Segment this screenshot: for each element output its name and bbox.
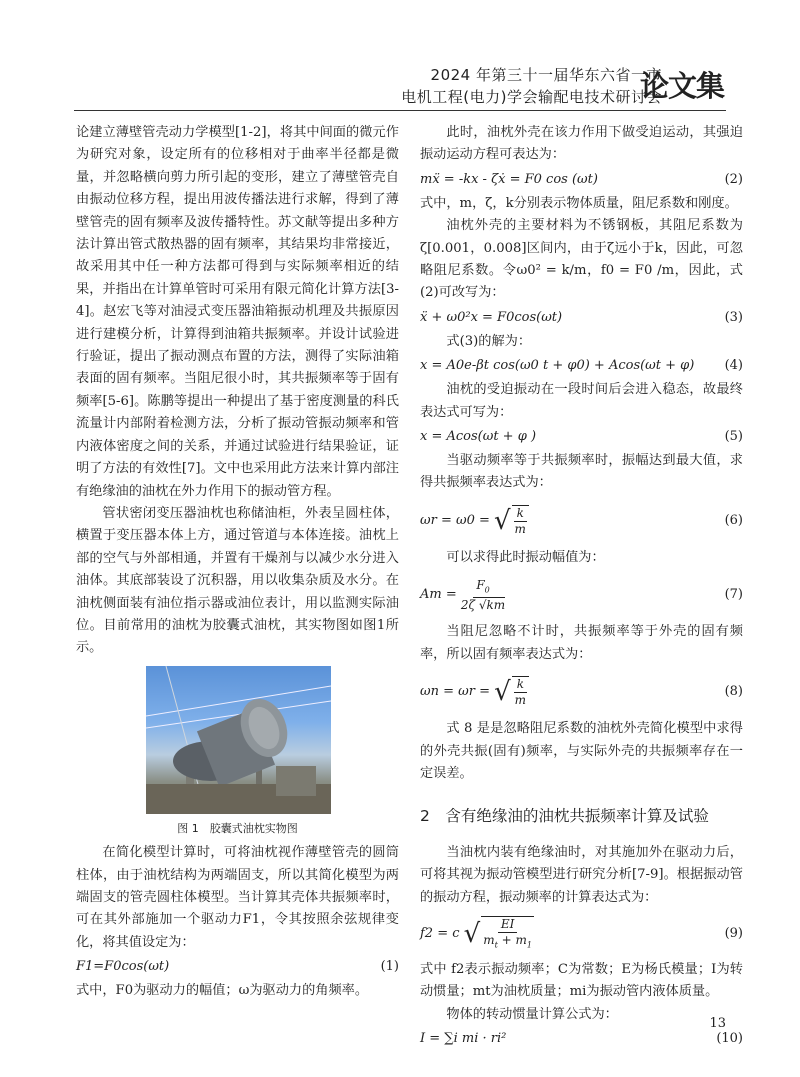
equation-2 bbox=[420, 169, 743, 191]
equation-body: ẍ + ω0²x = F0cos(ωt) bbox=[420, 309, 563, 325]
sqrt-k-over-m: √ $\frac{k}{m}$ bbox=[494, 505, 529, 537]
page-header bbox=[0, 0, 800, 112]
header-rule bbox=[74, 110, 726, 111]
paragraph: 当阻尼忽略不计时，共振频率等于外壳的固有频率，所以固有频率表达式为： bbox=[420, 624, 743, 662]
paragraph: 式中，F0为驱动力的幅值；ω为驱动力的角频率。 bbox=[76, 983, 369, 999]
equation-number: (3) bbox=[724, 309, 743, 325]
equation-10 bbox=[420, 1028, 743, 1050]
equation-number: (7) bbox=[724, 587, 743, 603]
paragraph: 油枕的受迫振动在一段时间后会进入稳态，故最终表达式可写为： bbox=[420, 382, 743, 420]
equation-body: x = A0e-βt cos(ω0 t + φ0) + Acos(ωt + φ) bbox=[420, 358, 695, 374]
right-column bbox=[420, 122, 743, 1052]
figure-oil-conservator-photo bbox=[146, 666, 331, 814]
section-heading: 2 含有绝缘油的油枕共振频率计算及试验 bbox=[420, 807, 709, 826]
paragraph: 式中 f2表示振动频率；C为常数；E为杨氏模量；I为转动惯量；mt为油枕质量；mi为振动管内液体质量。 bbox=[420, 961, 743, 1000]
paragraph: 可以求得此时振动幅值为： bbox=[446, 549, 605, 565]
equation-8 bbox=[420, 668, 743, 716]
paragraph: 物体的转动惯量计算公式为： bbox=[446, 1006, 618, 1022]
paragraph: 论建立薄壁管壳动力学模型[1-2]，将其中间面的微元作为研究对象，设定所有的位移相对于曲率半径都是微量，并忽略横向剪力所引起的变形，建立了薄壁管壳自由振动位移方程，提出用波传播法进行求解，得到了薄壁管壳的固有频率及波传播特性。苏文献等提出多种方法计算出管式散热器的固有频率，其结果均非常接近，故采用其中任一种方法都可得到与实际频率相近的结果，并指出在计算单管时可采用有限元简化计算方法[3-4]。赵宏飞等对油浸式变压器油箱振动机理及共振原因进行建模分析，计算得到油箱共振频率。并设计试验进行验证，提出了振动测点布置的方法，测得了实际油箱表面的固有频率。当阻尼很小时，其共振频率等于固有频率[5-6]。陈鹏等提出一种提出了基于密度测量的科氏流量计内部附着检测方法，分析了振动管振动频率和管内液体密度之间的关系，并通过试验进行结果验证，证明了方法的有效性[7]。文中也采用此方法来计算内部注有绝缘油的油枕在外力作用下的振动管方程。 bbox=[76, 125, 399, 499]
paragraph: 当驱动频率等于共振频率时，振幅达到最大值，求得共振频率表达式为： bbox=[420, 453, 743, 491]
sqrt-k-over-m: √ $\frac{k}{m}$ bbox=[494, 676, 529, 708]
equation-number: (10) bbox=[716, 1030, 743, 1046]
amplitude-fraction: $\frac{F_0}{2\zeta √km}$ bbox=[460, 577, 506, 612]
equation-lhs: ωr = ω0 = bbox=[420, 512, 490, 528]
equation-1 bbox=[76, 956, 399, 978]
figure-caption: 图 1 胶囊式油枕实物图 bbox=[177, 821, 298, 835]
paragraph: 当油枕内装有绝缘油时，对其施加外在驱动力后，可将其视为振动管模型进行研究分析[7-9]。根据振动管的振动方程，振动频率的计算表达式为： bbox=[420, 844, 743, 905]
equation-number: (1) bbox=[380, 958, 399, 974]
equation-5 bbox=[420, 426, 743, 448]
paragraph: 油枕外壳的主要材料为不锈钢板，其阻尼系数为ζ[0.001，0.008]区间内，由于ζ远小于k，因此，可忽略阻尼系数。令ω0² = k/m，f0 = F0 /m，因此，式(2)可改写为： bbox=[420, 218, 743, 301]
equation-number: (2) bbox=[724, 171, 743, 187]
equation-6 bbox=[420, 497, 743, 545]
equation-lhs: ωn = ωr = bbox=[420, 683, 490, 699]
paragraph: 式中，m，ζ，k分别表示物体质量，阻尼系数和刚度。 bbox=[420, 195, 738, 211]
equation-body: mẍ = -kx - ζẋ = F0 cos (ωt) bbox=[420, 171, 598, 187]
equation-lhs: f2 = c bbox=[420, 925, 460, 941]
header-conference-line2: 电机工程(电力)学会输配电技术研讨会 bbox=[401, 88, 662, 106]
equation-9 bbox=[420, 911, 743, 957]
header-conference-line1: 2024 年第三十一届华东六省一市 bbox=[430, 66, 662, 84]
equation-number: (4) bbox=[724, 358, 743, 374]
equation-4 bbox=[420, 355, 743, 377]
equation-number: (6) bbox=[724, 512, 743, 528]
equation-body: F1=F0cos(ωt) bbox=[76, 958, 170, 974]
header-proceedings-mark: 论文集 bbox=[639, 69, 724, 103]
sqrt-EI-fraction: √ $\frac{EI}{m_t + m_1}$ bbox=[464, 916, 534, 952]
paragraph: 此时，油枕外壳在该力作用下做受迫运动，其强迫振动运动方程可表达为： bbox=[420, 125, 743, 163]
page-number: 13 bbox=[709, 1016, 726, 1031]
equation-7 bbox=[420, 571, 743, 619]
paragraph: 式 8 是是忽略阻尼系数的油枕外壳简化模型中求得的外壳共振(固有)频率，与实际外壳的共振频率存在一定误差。 bbox=[420, 721, 743, 781]
conservator-illustration bbox=[146, 666, 331, 814]
equation-3 bbox=[420, 307, 743, 329]
paragraph: 管状密闭变压器油枕也称储油柜，外表呈圆柱体，横置于变压器本体上方，通过管道与本体连接。油枕上部的空气与外部相通，并置有干燥剂与以减少水分进入油体。其底部装设了沉积器，用以收集杂质及水分。在油枕侧面装有油位指示器或油位表计，用以监测实际油位。目前常用的油枕为胶囊式油枕，其实物图如图1所示。 bbox=[76, 505, 399, 656]
paragraph: 式(3)的解为： bbox=[446, 333, 532, 349]
paragraph: 在简化模型计算时，可将油枕视作薄壁管壳的圆筒柱体，由于油枕结构为两端固支，所以其简化模型为两端固支的管壳圆柱体模型。当计算其壳体共振频率时，可在其外部施加一个驱动力F1，令其按照余弦规律变化，将其值设定为： bbox=[76, 845, 399, 950]
equation-number: (9) bbox=[724, 925, 743, 941]
equation-number: (8) bbox=[724, 683, 743, 699]
equation-body: x = Acos(ωt + φ ) bbox=[420, 428, 537, 444]
equation-number: (5) bbox=[724, 428, 743, 444]
left-column bbox=[76, 122, 399, 1003]
equation-body: I = ∑i mi · ri² bbox=[420, 1030, 507, 1046]
equation-lhs: Am = bbox=[420, 587, 457, 603]
